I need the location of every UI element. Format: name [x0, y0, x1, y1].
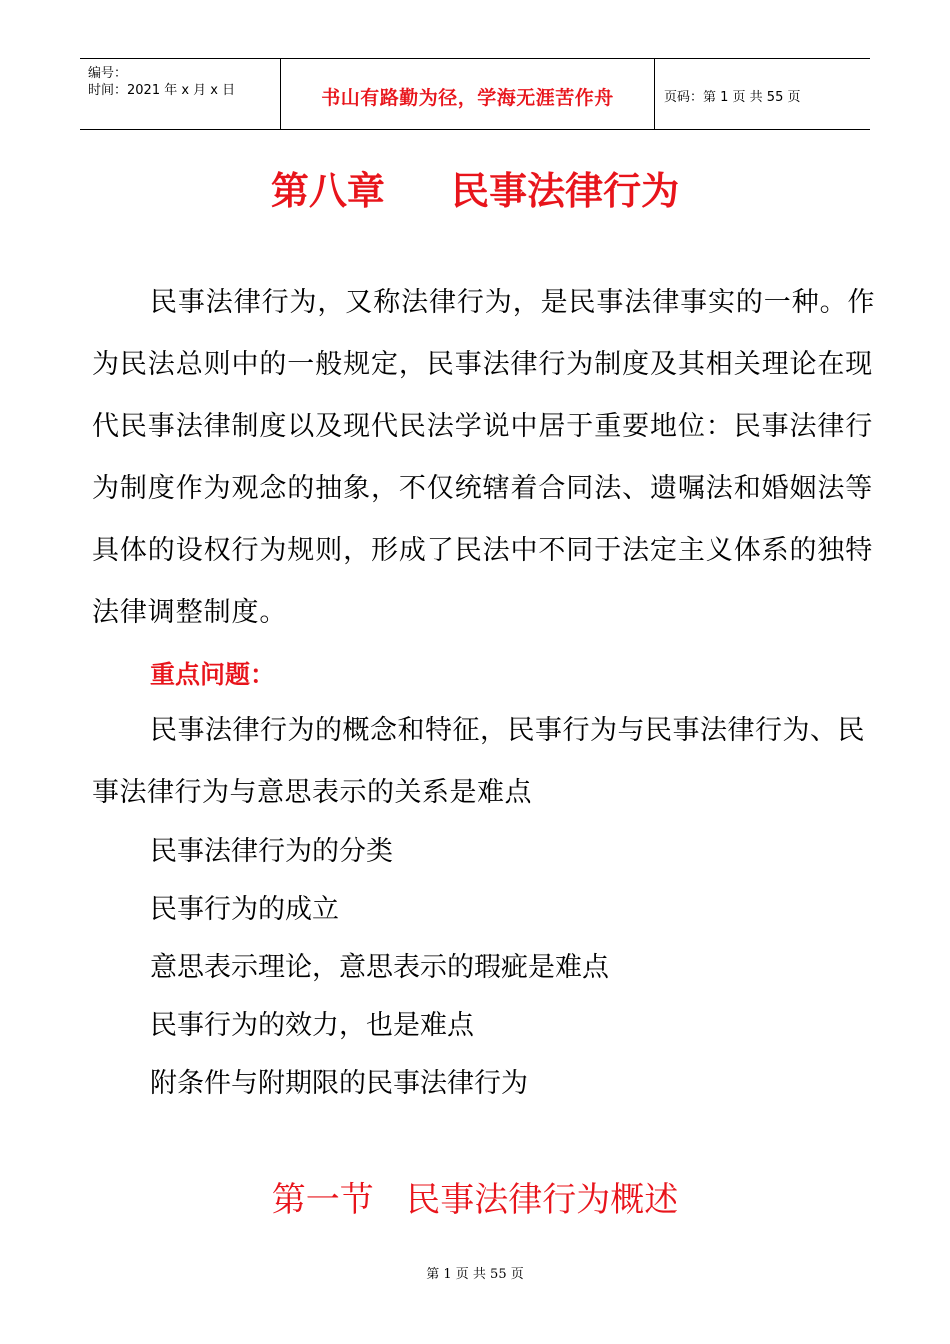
- header-motto: 书山有路勤为径，学海无涯苦作舟: [321, 87, 614, 109]
- key-points-heading: 重点问题：: [150, 660, 276, 689]
- page-footer: 第 1 页 共 55 页: [426, 1267, 524, 1282]
- header-page-info: 页码：第 1 页 共 55 页: [664, 90, 801, 105]
- key-point-item: 意思表示理论，意思表示的瑕疵是难点: [150, 952, 609, 983]
- key-points-list: [150, 823, 609, 1113]
- section-title: 第一节 民事法律行为概述: [271, 1180, 679, 1220]
- key-point-item: 民事法律行为的分类: [150, 836, 393, 867]
- key-point-item: 民事行为的效力，也是难点: [150, 1010, 474, 1041]
- document-number-label: 编号：: [88, 66, 128, 81]
- intro-paragraph: 民事法律行为，又称法律行为，是民事法律事实的一种。作为民法总则中的一般规定，民事法律行为制度及其相关理论在现代民事法律制度以及现代民法学说中居于重要地位：民事法律行为制度作为观念的抽象，不仅统辖着合同法、遗嘱法和婚姻法等具体的设权行为规则，形成了民法中不同于法定主义体系的独特法律调整制度。: [92, 287, 876, 628]
- document-header: [80, 58, 870, 130]
- chapter-title: 第八章 民事法律行为: [270, 169, 680, 213]
- header-page-cell: [654, 59, 870, 129]
- document-time-label: 时间：2021 年 x 月 x 日: [88, 83, 236, 98]
- key-point-item: 民事行为的成立: [150, 894, 339, 925]
- key-point-first: 民事法律行为的概念和特征，民事行为与民事法律行为、民事法律行为与意思表示的关系是难点: [92, 715, 865, 808]
- header-meta: [80, 59, 280, 129]
- key-point-item: 附条件与附期限的民事法律行为: [150, 1068, 528, 1099]
- header-motto-cell: [280, 59, 655, 129]
